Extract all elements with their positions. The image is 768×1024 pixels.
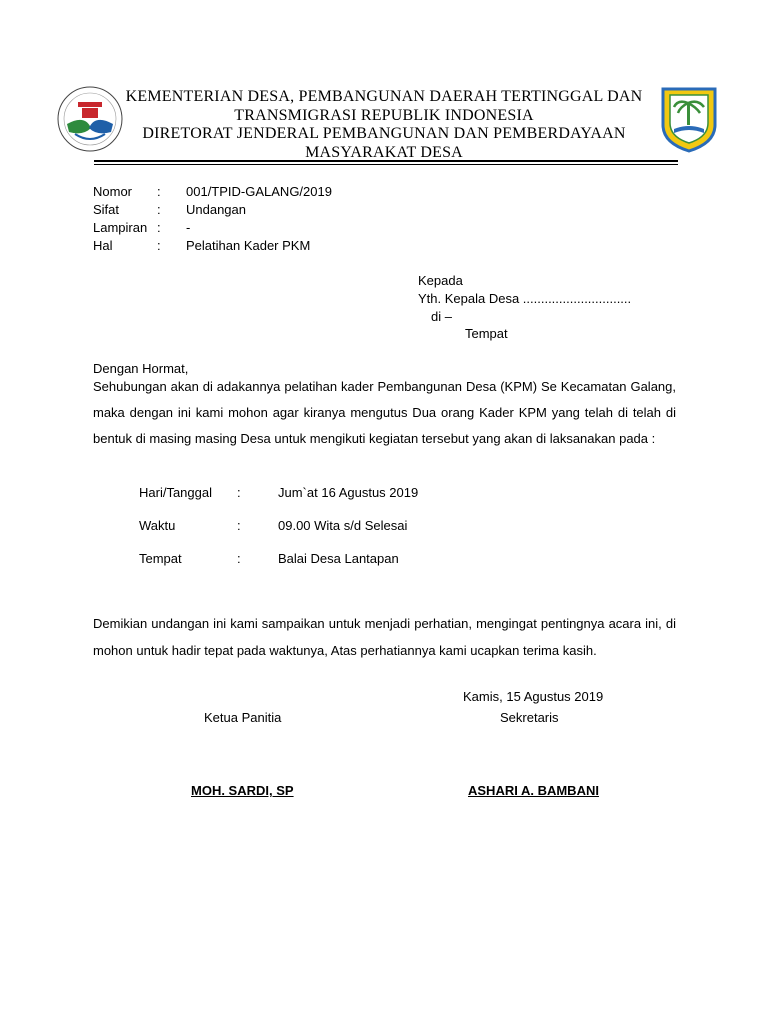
lampiran-label: Lampiran [93,220,148,235]
recipient-yth: Yth. Kepala Desa .............................. [418,291,632,306]
header-rule-thin [94,164,678,165]
letterhead-line-4: MASYARAKAT DESA [305,143,463,161]
hari-sep: : [237,485,241,500]
header-rule-thick [94,160,678,162]
hari-value: Jum`at 16 Agustus 2019 [278,485,419,500]
waktu-sep: : [237,518,241,533]
sifat-label: Sifat [93,202,120,217]
waktu-value: 09.00 Wita s/d Selesai [278,518,408,533]
letterhead-line-2: TRANSMIGRASI REPUBLIK INDONESIA [234,106,534,124]
letterhead-line-1: KEMENTERIAN DESA, PEMBANGUNAN DAERAH TERTINGGAL DAN [125,88,643,105]
hal-sep: : [157,238,161,253]
signature-date: Kamis, 15 Agustus 2019 [463,689,604,704]
letterhead-line-3: DIRETORAT JENDERAL PEMBANGUNAN DAN PEMBERDAYAAN [142,125,626,142]
paragraph-2: Demikian undangan ini kami sampaikan untuk menjadi perhatian, mengingat pentingnya acara ini, di mohon untuk hadir tepat pada waktunya, Atas perhatiannya kami ucapkan terima kasih. [93,616,676,658]
recipient-kepada: Kepada [418,273,463,288]
recipient-tempat: Tempat [465,326,508,341]
waktu-label: Waktu [139,518,176,533]
right-signatory-name: ASHARI A. BAMBANI [468,783,599,798]
right-role: Sekretaris [500,710,559,725]
greeting: Dengan Hormat, [93,361,189,376]
left-signatory-name: MOH. SARDI, SP [191,783,294,798]
letterhead [120,88,648,162]
tempat-value: Balai Desa Lantapan [278,551,399,566]
tempat-label: Tempat [139,551,182,566]
sifat-sep: : [157,202,161,217]
sifat-value: Undangan [186,202,246,217]
nomor-value: 001/TPID-GALANG/2019 [186,184,332,199]
hal-label: Hal [93,238,113,253]
recipient-di: di – [431,309,452,324]
regional-crest [660,85,718,153]
paragraph-1: Sehubungan akan di adakannya pelatihan kader Pembangunan Desa (KPM) Se Kecamatan Galang, maka dengan ini kami mohon agar kiranya mengutus Dua orang Kader KPM yang telah di telah di bentuk di masing masing Desa untuk mengikuti kegiatan tersebut yang akan di laksanakan pada : [93,379,676,446]
hal-value: Pelatihan Kader PKM [186,238,311,253]
nomor-sep: : [157,184,161,199]
lampiran-value: - [186,220,191,235]
lampiran-sep: : [157,220,161,235]
hari-label: Hari/Tanggal [139,485,212,500]
tempat-sep: : [237,551,241,566]
left-role: Ketua Panitia [204,710,282,725]
nomor-label: Nomor [93,184,133,199]
